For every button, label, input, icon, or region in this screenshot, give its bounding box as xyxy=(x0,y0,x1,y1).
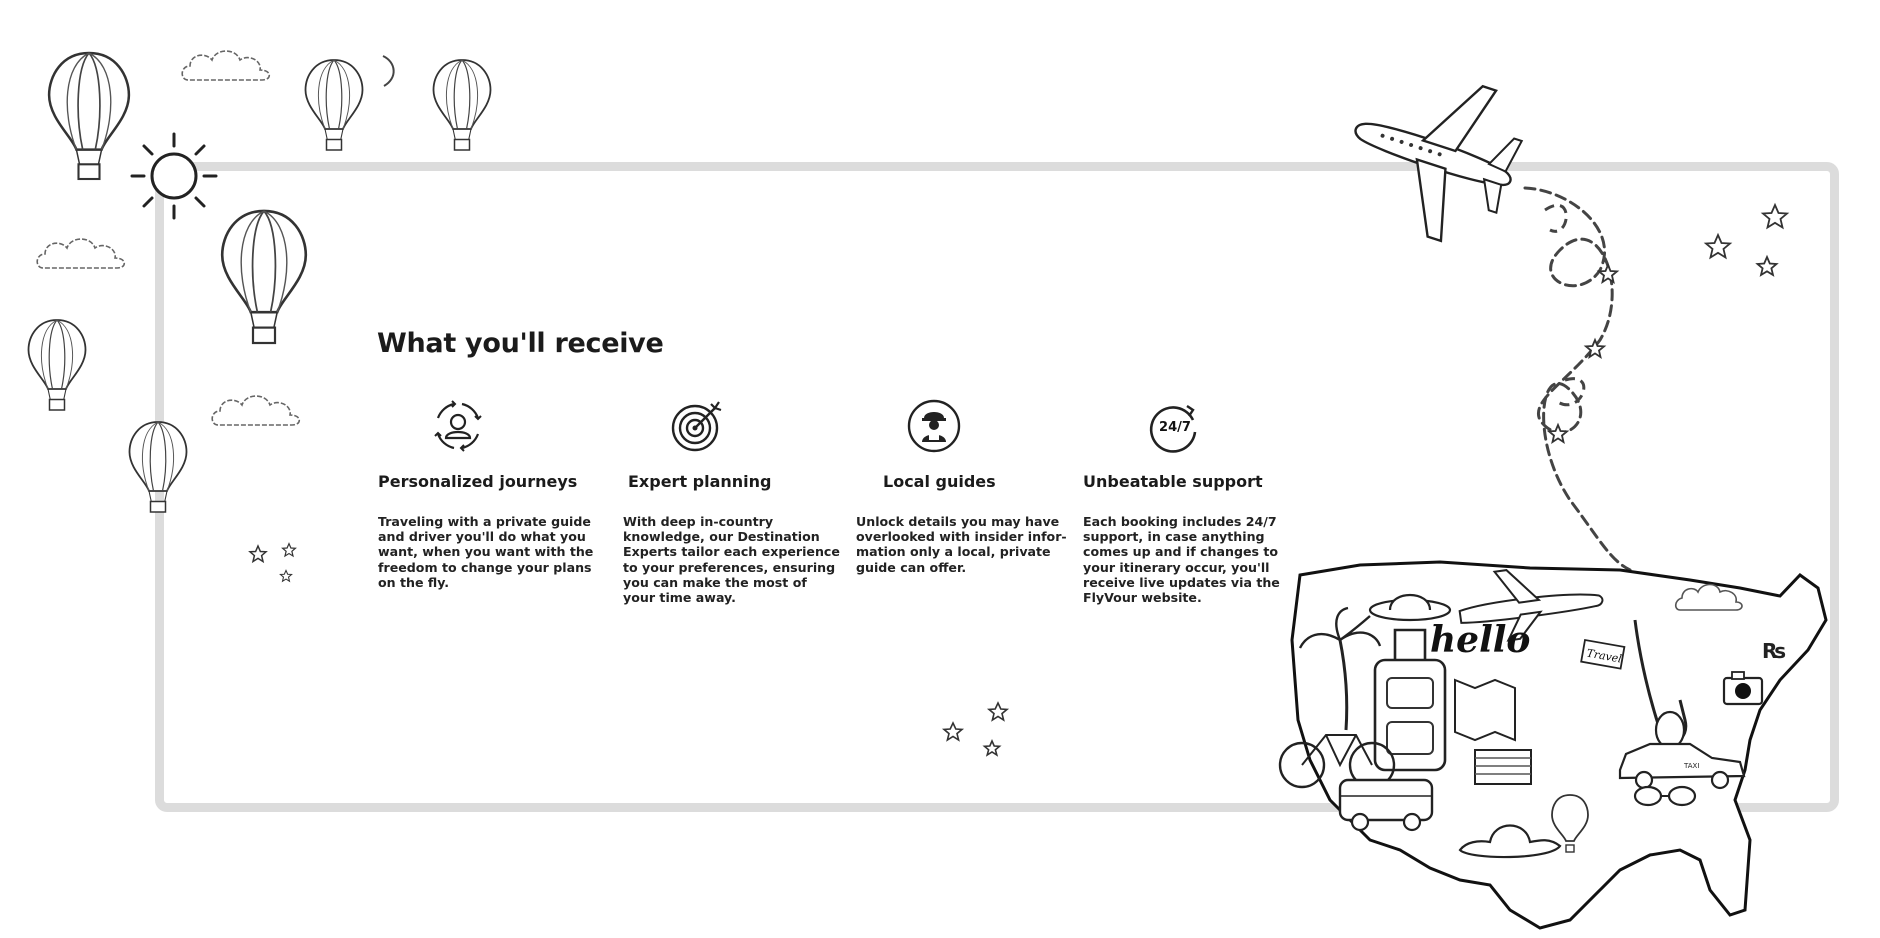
section-title: What you'll receive xyxy=(377,328,664,359)
svg-text:Travel: Travel xyxy=(1585,646,1623,666)
feature-title: Expert planning xyxy=(628,472,772,491)
feature-description: With deep in-country knowledge, our Destination Experts tailor each experience to your preferences, ensuring you can make the most of your time away. xyxy=(623,514,840,606)
svg-text:hello: hello xyxy=(1430,619,1531,661)
stars-doodle-illustration xyxy=(930,695,1010,765)
feature-title: Unbeatable support xyxy=(1083,472,1263,491)
person-cycle-icon xyxy=(430,398,486,454)
feature-description: Unlock details you may have overlooked with insider infor- mation only a local, private guide can offer. xyxy=(856,514,1067,575)
travel-map-illustration xyxy=(1240,40,1880,938)
svg-text:24/7: 24/7 xyxy=(1159,420,1191,435)
left-doodles-illustration xyxy=(0,0,520,600)
airplane-icon xyxy=(1331,53,1535,256)
feature-title: Local guides xyxy=(883,472,996,491)
feature-title: Personalized journeys xyxy=(378,472,578,491)
guide-icon xyxy=(906,398,962,454)
feature-description: Traveling with a private guide and driver you'll do what you want, when you want with the freedom to change your plans on the fly. xyxy=(378,514,594,590)
map-icon xyxy=(1455,680,1515,740)
svg-text:₨: ₨ xyxy=(1762,639,1787,663)
svg-text:TAXI: TAXI xyxy=(1684,762,1700,770)
flag-icon xyxy=(1475,750,1531,784)
support-24-7-icon xyxy=(1147,398,1203,454)
target-icon xyxy=(669,398,725,454)
feature-description: Each booking includes 24/7 support, in case anything comes up and if changes to your itinerary occur, you'll receive live updates via the FlyVour website. xyxy=(1083,514,1280,606)
